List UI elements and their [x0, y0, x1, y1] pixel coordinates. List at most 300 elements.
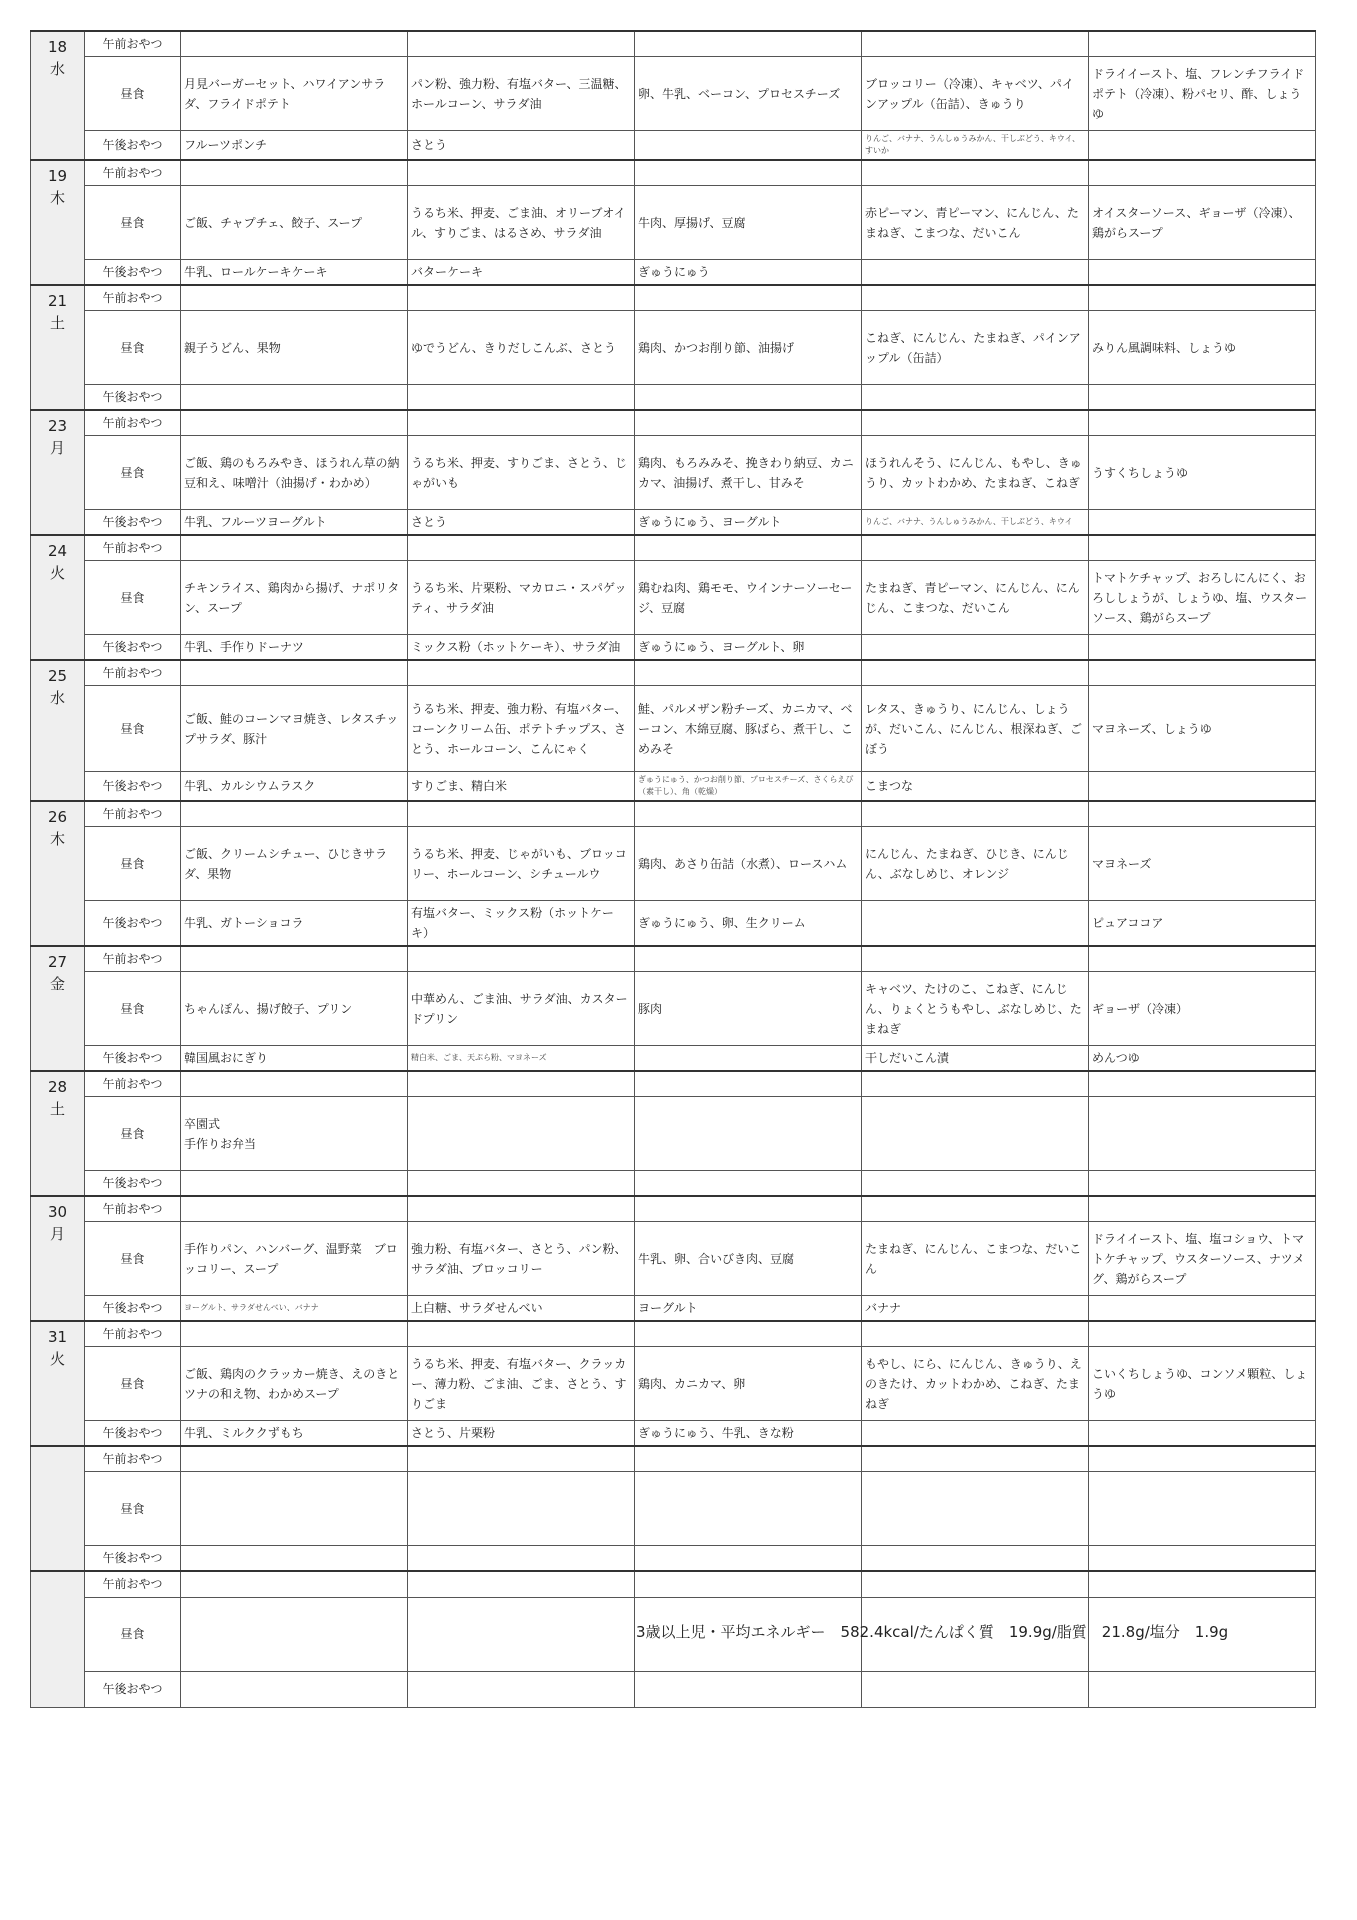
seasonings-cell — [1089, 1196, 1316, 1222]
menu-dish-cell: 月見バーガーセット、ハワイアンサラダ、フライドポテト — [181, 57, 408, 131]
ingredients-vegetable-cell — [862, 635, 1089, 661]
ingredients-protein-cell — [635, 1472, 862, 1546]
slot-label-pm: 午後おやつ — [85, 1421, 181, 1447]
menu-row-am — [31, 1196, 1316, 1222]
ingredients-vegetable-cell — [862, 1097, 1089, 1171]
ingredients-protein-cell — [635, 1046, 862, 1072]
ingredients-vegetable-cell: たまねぎ、青ピーマン、にんじん、にんじん、こまつな、だいこん — [862, 561, 1089, 635]
ingredients-vegetable-cell: バナナ — [862, 1296, 1089, 1322]
seasonings-cell — [1089, 510, 1316, 536]
menu-dish-cell — [181, 31, 408, 57]
ingredients-vegetable-cell: こまつな — [862, 772, 1089, 802]
ingredients-protein-cell — [635, 1196, 862, 1222]
seasonings-cell — [1089, 1421, 1316, 1447]
menu-dish-cell: ご飯、鶏のもろみやき、ほうれん草の納豆和え、味噌汁（油揚げ・わかめ） — [181, 436, 408, 510]
ingredients-vegetable-cell: キャベツ、たけのこ、こねぎ、にんじん、りょくとうもやし、ぶなしめじ、たまねぎ — [862, 972, 1089, 1046]
menu-row-pm — [31, 1546, 1316, 1572]
menu-row-pm — [31, 1046, 1316, 1072]
menu-row-am — [31, 1071, 1316, 1097]
menu-row-lunch — [31, 57, 1316, 131]
menu-dish-cell — [181, 1671, 408, 1707]
seasonings-cell — [1089, 1296, 1316, 1322]
ingredients-protein-cell: 鶏肉、もろみみそ、挽きわり納豆、カニカマ、油揚げ、煮干し、甘みそ — [635, 436, 862, 510]
slot-label-am: 午前おやつ — [85, 285, 181, 311]
slot-label-am: 午前おやつ — [85, 160, 181, 186]
ingredients-vegetable-cell: りんご、バナナ、うんしゅうみかん、干しぶどう、キウイ — [862, 510, 1089, 536]
ingredients-energy-cell — [408, 1472, 635, 1546]
ingredients-energy-cell — [408, 1071, 635, 1097]
ingredients-protein-cell: ヨーグルト — [635, 1296, 862, 1322]
ingredients-energy-cell: 有塩バター、ミックス粉（ホットケーキ） — [408, 901, 635, 947]
slot-label-am: 午前おやつ — [85, 31, 181, 57]
ingredients-energy-cell: 上白糖、サラダせんべい — [408, 1296, 635, 1322]
seasonings-cell: ギョーザ（冷凍） — [1089, 972, 1316, 1046]
day-cell — [31, 1571, 85, 1707]
menu-dish-cell — [181, 1196, 408, 1222]
menu-dish-cell: 手作りパン、ハンバーグ、温野菜 ブロッコリー、スープ — [181, 1222, 408, 1296]
ingredients-vegetable-cell: りんご、バナナ、うんしゅうみかん、干しぶどう、キウイ、すいか — [862, 131, 1089, 161]
slot-label-am: 午前おやつ — [85, 1196, 181, 1222]
menu-row-lunch — [31, 972, 1316, 1046]
day-weekday: 月 — [49, 439, 65, 457]
ingredients-vegetable-cell — [862, 801, 1089, 827]
ingredients-protein-cell — [635, 1071, 862, 1097]
day-cell — [31, 535, 85, 660]
slot-label-pm: 午後おやつ — [85, 901, 181, 947]
seasonings-cell: マヨネーズ — [1089, 827, 1316, 901]
day-number: 19 — [47, 167, 68, 185]
slot-label-lunch: 昼食 — [85, 311, 181, 385]
slot-label-am: 午前おやつ — [85, 1446, 181, 1472]
slot-label-am: 午前おやつ — [85, 410, 181, 436]
day-cell — [31, 410, 85, 535]
day-cell — [31, 31, 85, 160]
menu-row-am — [31, 410, 1316, 436]
ingredients-energy-cell — [408, 1571, 635, 1597]
ingredients-protein-cell — [635, 1171, 862, 1197]
ingredients-energy-cell: さとう — [408, 131, 635, 161]
slot-label-pm: 午後おやつ — [85, 772, 181, 802]
ingredients-energy-cell — [408, 1671, 635, 1707]
menu-row-pm — [31, 1421, 1316, 1447]
slot-label-am: 午前おやつ — [85, 1571, 181, 1597]
menu-dish-cell — [181, 535, 408, 561]
seasonings-cell: うすくちしょうゆ — [1089, 436, 1316, 510]
seasonings-cell — [1089, 660, 1316, 686]
menu-row-pm — [31, 635, 1316, 661]
ingredients-energy-cell — [408, 1546, 635, 1572]
day-number: 30 — [47, 1203, 68, 1221]
day-number: 25 — [47, 667, 68, 685]
ingredients-protein-cell: 鶏肉、カニカマ、卵 — [635, 1347, 862, 1421]
ingredients-vegetable-cell: 干しだいこん漬 — [862, 1046, 1089, 1072]
slot-label-pm: 午後おやつ — [85, 510, 181, 536]
menu-dish-cell — [181, 1171, 408, 1197]
slot-label-am: 午前おやつ — [85, 1321, 181, 1347]
nutrition-summary: 3歳以上児・平均エネルギー 582.4kcal/たんぱく質 19.9g/脂質 21.8g/塩分 1.9g — [636, 1623, 1229, 1641]
ingredients-vegetable-cell — [862, 385, 1089, 411]
menu-dish-cell: ご飯、クリームシチュー、ひじきサラダ、果物 — [181, 827, 408, 901]
menu-row-lunch — [31, 436, 1316, 510]
slot-label-pm: 午後おやつ — [85, 1046, 181, 1072]
menu-dish-cell — [181, 1321, 408, 1347]
ingredients-vegetable-cell — [862, 31, 1089, 57]
menu-row-am — [31, 946, 1316, 972]
menu-row-pm — [31, 131, 1316, 161]
menu-dish-cell: 牛乳、ロールケーキケーキ — [181, 260, 408, 286]
menu-row-am — [31, 31, 1316, 57]
menu-row-lunch — [31, 686, 1316, 772]
menu-dish-cell — [181, 410, 408, 436]
ingredients-protein-cell: ぎゅうにゅう — [635, 260, 862, 286]
menu-dish-cell — [181, 1571, 408, 1597]
ingredients-vegetable-cell: もやし、にら、にんじん、きゅうり、えのきたけ、カットわかめ、こねぎ、たまねぎ — [862, 1347, 1089, 1421]
ingredients-vegetable-cell — [862, 1446, 1089, 1472]
seasonings-cell — [1089, 1097, 1316, 1171]
slot-label-am: 午前おやつ — [85, 946, 181, 972]
ingredients-energy-cell: うるち米、押麦、すりごま、さとう、じゃがいも — [408, 436, 635, 510]
ingredients-energy-cell: うるち米、押麦、ごま油、オリーブオイル、すりごま、はるさめ、サラダ油 — [408, 186, 635, 260]
menu-row-pm — [31, 510, 1316, 536]
menu-row-lunch — [31, 1472, 1316, 1546]
menu-row-am — [31, 285, 1316, 311]
day-number: 26 — [47, 808, 68, 826]
ingredients-vegetable-cell — [862, 1472, 1089, 1546]
ingredients-energy-cell — [408, 1171, 635, 1197]
ingredients-energy-cell — [408, 410, 635, 436]
menu-body — [31, 31, 1316, 1707]
ingredients-protein-cell: ぎゅうにゅう、ヨーグルト、卵 — [635, 635, 862, 661]
ingredients-energy-cell: うるち米、押麦、じゃがいも、ブロッコリー、ホールコーン、シチュールウ — [408, 827, 635, 901]
seasonings-cell: オイスターソース、ギョーザ（冷凍）、鶏がらスープ — [1089, 186, 1316, 260]
slot-label-lunch: 昼食 — [85, 972, 181, 1046]
menu-row-pm — [31, 1296, 1316, 1322]
slot-label-am: 午前おやつ — [85, 535, 181, 561]
seasonings-cell — [1089, 1171, 1316, 1197]
slot-label-lunch: 昼食 — [85, 1347, 181, 1421]
ingredients-protein-cell — [635, 410, 862, 436]
day-cell — [31, 1196, 85, 1321]
slot-label-pm: 午後おやつ — [85, 635, 181, 661]
seasonings-cell — [1089, 1671, 1316, 1707]
seasonings-cell: トマトケチャップ、おろしにんにく、おろししょうが、しょうゆ、塩、ウスターソース、鶏がらスープ — [1089, 561, 1316, 635]
day-number: 24 — [47, 542, 68, 560]
slot-label-lunch: 昼食 — [85, 436, 181, 510]
slot-label-pm: 午後おやつ — [85, 1671, 181, 1707]
ingredients-protein-cell — [635, 1446, 862, 1472]
menu-dish-cell — [181, 1472, 408, 1546]
seasonings-cell — [1089, 946, 1316, 972]
slot-label-lunch: 昼食 — [85, 1222, 181, 1296]
day-number: 31 — [47, 1328, 68, 1346]
day-cell — [31, 660, 85, 801]
menu-row-pm — [31, 901, 1316, 947]
seasonings-cell — [1089, 801, 1316, 827]
ingredients-protein-cell — [635, 31, 862, 57]
menu-dish-cell — [181, 285, 408, 311]
day-cell — [31, 160, 85, 285]
menu-row-pm — [31, 1671, 1316, 1707]
ingredients-vegetable-cell — [862, 1171, 1089, 1197]
menu-row-am — [31, 1321, 1316, 1347]
seasonings-cell — [1089, 1472, 1316, 1546]
ingredients-protein-cell — [635, 1671, 862, 1707]
ingredients-protein-cell — [635, 131, 862, 161]
menu-dish-cell: ちゃんぽん、揚げ餃子、プリン — [181, 972, 408, 1046]
menu-dish-cell: 牛乳、カルシウムラスク — [181, 772, 408, 802]
menu-row-pm — [31, 772, 1316, 802]
ingredients-energy-cell: うるち米、押麦、有塩バター、クラッカー、薄力粉、ごま油、ごま、さとう、すりごま — [408, 1347, 635, 1421]
ingredients-protein-cell: 牛乳、卵、合いびき肉、豆腐 — [635, 1222, 862, 1296]
ingredients-vegetable-cell — [862, 535, 1089, 561]
seasonings-cell — [1089, 1446, 1316, 1472]
ingredients-protein-cell: 鶏肉、あさり缶詰（水煮）、ロースハム — [635, 827, 862, 901]
menu-dish-cell — [181, 1446, 408, 1472]
menu-dish-cell: ヨーグルト、サラダせんべい、バナナ — [181, 1296, 408, 1322]
seasonings-cell: ピュアココア — [1089, 901, 1316, 947]
ingredients-energy-cell — [408, 801, 635, 827]
ingredients-vegetable-cell — [862, 410, 1089, 436]
day-cell — [31, 946, 85, 1071]
ingredients-energy-cell: ミックス粉（ホットケーキ）、サラダ油 — [408, 635, 635, 661]
ingredients-vegetable-cell: こねぎ、にんじん、たまねぎ、パインアップル（缶詰） — [862, 311, 1089, 385]
menu-row-pm — [31, 260, 1316, 286]
day-number: 23 — [47, 417, 68, 435]
ingredients-vegetable-cell: ブロッコリー（冷凍）、キャベツ、パインアップル（缶詰）、きゅうり — [862, 57, 1089, 131]
ingredients-energy-cell: うるち米、押麦、強力粉、有塩バター、コーンクリーム缶、ポテトチップス、さとう、ホールコーン、こんにゃく — [408, 686, 635, 772]
day-weekday: 火 — [49, 1350, 65, 1368]
ingredients-vegetable-cell — [862, 285, 1089, 311]
ingredients-energy-cell — [408, 31, 635, 57]
seasonings-cell: ドライイースト、塩、塩コショウ、トマトケチャップ、ウスターソース、ナツメグ、鶏がらスープ — [1089, 1222, 1316, 1296]
day-cell — [31, 1321, 85, 1446]
ingredients-vegetable-cell — [862, 901, 1089, 947]
menu-dish-cell — [181, 160, 408, 186]
ingredients-energy-cell — [408, 160, 635, 186]
ingredients-protein-cell — [635, 1097, 862, 1171]
slot-label-lunch: 昼食 — [85, 1472, 181, 1546]
menu-dish-cell — [181, 385, 408, 411]
ingredients-vegetable-cell — [862, 1671, 1089, 1707]
menu-row-lunch — [31, 311, 1316, 385]
day-number: 21 — [47, 292, 68, 310]
seasonings-cell — [1089, 1071, 1316, 1097]
slot-label-lunch: 昼食 — [85, 827, 181, 901]
ingredients-energy-cell: バターケーキ — [408, 260, 635, 286]
seasonings-cell: みりん風調味料、しょうゆ — [1089, 311, 1316, 385]
slot-label-am: 午前おやつ — [85, 660, 181, 686]
ingredients-protein-cell — [635, 660, 862, 686]
ingredients-protein-cell — [635, 535, 862, 561]
ingredients-energy-cell: ゆでうどん、きりだしこんぶ、さとう — [408, 311, 635, 385]
seasonings-cell — [1089, 385, 1316, 411]
menu-dish-cell — [181, 660, 408, 686]
seasonings-cell — [1089, 635, 1316, 661]
ingredients-protein-cell — [635, 285, 862, 311]
ingredients-energy-cell: パン粉、強力粉、有塩バター、三温糖、ホールコーン、サラダ油 — [408, 57, 635, 131]
menu-row-lunch — [31, 186, 1316, 260]
ingredients-energy-cell: うるち米、片栗粉、マカロニ・スパゲッティ、サラダ油 — [408, 561, 635, 635]
ingredients-protein-cell: 鶏むね肉、鶏モモ、ウインナーソーセージ、豆腐 — [635, 561, 862, 635]
ingredients-energy-cell — [408, 1097, 635, 1171]
slot-label-pm: 午後おやつ — [85, 1296, 181, 1322]
seasonings-cell — [1089, 285, 1316, 311]
ingredients-energy-cell — [408, 1597, 635, 1671]
menu-row-am — [31, 1446, 1316, 1472]
seasonings-cell — [1089, 260, 1316, 286]
menu-dish-cell: チキンライス、鶏肉から揚げ、ナポリタン、スープ — [181, 561, 408, 635]
ingredients-protein-cell — [635, 1571, 862, 1597]
day-cell — [31, 285, 85, 410]
day-weekday: 木 — [49, 830, 65, 848]
menu-row-lunch — [31, 827, 1316, 901]
ingredients-energy-cell — [408, 385, 635, 411]
menu-row-lunch — [31, 561, 1316, 635]
seasonings-cell — [1089, 1546, 1316, 1572]
menu-row-am — [31, 660, 1316, 686]
slot-label-pm: 午後おやつ — [85, 260, 181, 286]
menu-row-am — [31, 1571, 1316, 1597]
menu-dish-cell — [181, 946, 408, 972]
slot-label-lunch: 昼食 — [85, 1597, 181, 1671]
menu-row-am — [31, 160, 1316, 186]
menu-dish-cell — [181, 1546, 408, 1572]
slot-label-lunch: 昼食 — [85, 686, 181, 772]
menu-dish-cell: ご飯、チャプチェ、餃子、スープ — [181, 186, 408, 260]
ingredients-protein-cell — [635, 160, 862, 186]
menu-dish-cell — [181, 1597, 408, 1671]
menu-dish-cell: 親子うどん、果物 — [181, 311, 408, 385]
ingredients-energy-cell — [408, 1196, 635, 1222]
menu-dish-cell: 牛乳、フルーツヨーグルト — [181, 510, 408, 536]
ingredients-protein-cell: ぎゅうにゅう、卵、生クリーム — [635, 901, 862, 947]
slot-label-am: 午前おやつ — [85, 1071, 181, 1097]
day-number: 18 — [47, 38, 68, 56]
day-weekday: 水 — [49, 689, 65, 707]
day-weekday: 木 — [49, 189, 65, 207]
menu-row-pm — [31, 1171, 1316, 1197]
seasonings-cell — [1089, 1571, 1316, 1597]
seasonings-cell — [1089, 410, 1316, 436]
slot-label-am: 午前おやつ — [85, 801, 181, 827]
ingredients-energy-cell — [408, 285, 635, 311]
day-weekday: 水 — [49, 60, 65, 78]
day-number: 27 — [47, 953, 68, 971]
ingredients-protein-cell — [635, 946, 862, 972]
menu-row-lunch — [31, 1097, 1316, 1171]
ingredients-energy-cell — [408, 1321, 635, 1347]
menu-table — [30, 30, 1316, 1708]
ingredients-energy-cell: 精白米、ごま、天ぷら粉、マヨネーズ — [408, 1046, 635, 1072]
seasonings-cell — [1089, 160, 1316, 186]
menu-dish-cell: 卒園式 手作りお弁当 — [181, 1097, 408, 1171]
day-cell — [31, 1071, 85, 1196]
seasonings-cell — [1089, 31, 1316, 57]
menu-dish-cell: 牛乳、ガトーショコラ — [181, 901, 408, 947]
slot-label-lunch: 昼食 — [85, 1097, 181, 1171]
ingredients-energy-cell: 中華めん、ごま油、サラダ油、カスタードプリン — [408, 972, 635, 1046]
slot-label-pm: 午後おやつ — [85, 1171, 181, 1197]
ingredients-vegetable-cell: レタス、きゅうり、にんじん、しょうが、だいこん、にんじん、根深ねぎ、ごぼう — [862, 686, 1089, 772]
ingredients-protein-cell: ぎゅうにゅう、かつお削り節、プロセスチーズ、さくらえび（素干し）、角（乾燥） — [635, 772, 862, 802]
ingredients-vegetable-cell — [862, 1421, 1089, 1447]
ingredients-vegetable-cell — [862, 1071, 1089, 1097]
slot-label-lunch: 昼食 — [85, 186, 181, 260]
ingredients-energy-cell — [408, 1446, 635, 1472]
ingredients-energy-cell — [408, 535, 635, 561]
seasonings-cell — [1089, 131, 1316, 161]
ingredients-energy-cell: すりごま、精白米 — [408, 772, 635, 802]
day-weekday: 土 — [49, 1100, 65, 1118]
ingredients-vegetable-cell — [862, 1571, 1089, 1597]
ingredients-protein-cell: ぎゅうにゅう、牛乳、きな粉 — [635, 1421, 862, 1447]
menu-row-lunch — [31, 1347, 1316, 1421]
ingredients-energy-cell — [408, 946, 635, 972]
seasonings-cell — [1089, 535, 1316, 561]
ingredients-vegetable-cell — [862, 160, 1089, 186]
ingredients-vegetable-cell: にんじん、たまねぎ、ひじき、にんじん、ぶなしめじ、オレンジ — [862, 827, 1089, 901]
ingredients-vegetable-cell: たまねぎ、にんじん、こまつな、だいこん — [862, 1222, 1089, 1296]
day-cell — [31, 1446, 85, 1571]
menu-dish-cell: 牛乳、ミルククずもち — [181, 1421, 408, 1447]
ingredients-energy-cell: さとう — [408, 510, 635, 536]
ingredients-energy-cell — [408, 660, 635, 686]
ingredients-vegetable-cell — [862, 660, 1089, 686]
ingredients-vegetable-cell: ほうれんそう、にんじん、もやし、きゅうり、カットわかめ、たまねぎ、こねぎ — [862, 436, 1089, 510]
slot-label-lunch: 昼食 — [85, 561, 181, 635]
seasonings-cell: ドライイースト、塩、フレンチフライドポテト（冷凍）、粉パセリ、酢、しょうゆ — [1089, 57, 1316, 131]
ingredients-vegetable-cell — [862, 1196, 1089, 1222]
slot-label-pm: 午後おやつ — [85, 131, 181, 161]
ingredients-protein-cell — [635, 385, 862, 411]
ingredients-protein-cell: 卵、牛乳、ベーコン、プロセスチーズ — [635, 57, 862, 131]
menu-row-pm — [31, 385, 1316, 411]
seasonings-cell — [1089, 772, 1316, 802]
ingredients-protein-cell: ぎゅうにゅう、ヨーグルト — [635, 510, 862, 536]
slot-label-lunch: 昼食 — [85, 57, 181, 131]
menu-dish-cell: フルーツポンチ — [181, 131, 408, 161]
ingredients-protein-cell: 鮭、パルメザン粉チーズ、カニカマ、ベーコン、木綿豆腐、豚ばら、煮干し、こめみそ — [635, 686, 862, 772]
day-weekday: 火 — [49, 564, 65, 582]
slot-label-pm: 午後おやつ — [85, 385, 181, 411]
ingredients-vegetable-cell — [862, 1321, 1089, 1347]
seasonings-cell: めんつゆ — [1089, 1046, 1316, 1072]
ingredients-energy-cell: さとう、片栗粉 — [408, 1421, 635, 1447]
ingredients-protein-cell — [635, 1321, 862, 1347]
menu-dish-cell: 韓国風おにぎり — [181, 1046, 408, 1072]
ingredients-protein-cell: 豚肉 — [635, 972, 862, 1046]
slot-label-pm: 午後おやつ — [85, 1546, 181, 1572]
menu-dish-cell: ご飯、鶏肉のクラッカー焼き、えのきとツナの和え物、わかめスープ — [181, 1347, 408, 1421]
day-weekday: 金 — [49, 975, 65, 993]
seasonings-cell: こいくちしょうゆ、コンソメ顆粒、しょうゆ — [1089, 1347, 1316, 1421]
day-number: 28 — [47, 1078, 68, 1096]
ingredients-protein-cell: 鶏肉、かつお削り節、油揚げ — [635, 311, 862, 385]
menu-row-am — [31, 801, 1316, 827]
ingredients-protein-cell — [635, 1546, 862, 1572]
seasonings-cell: マヨネーズ、しょうゆ — [1089, 686, 1316, 772]
ingredients-vegetable-cell: 赤ピーマン、青ピーマン、にんじん、たまねぎ、こまつな、だいこん — [862, 186, 1089, 260]
day-weekday: 月 — [49, 1225, 65, 1243]
ingredients-energy-cell: 強力粉、有塩バター、さとう、パン粉、サラダ油、ブロッコリー — [408, 1222, 635, 1296]
day-cell — [31, 801, 85, 946]
menu-dish-cell — [181, 1071, 408, 1097]
day-weekday: 土 — [49, 314, 65, 332]
ingredients-protein-cell: 牛肉、厚揚げ、豆腐 — [635, 186, 862, 260]
ingredients-vegetable-cell — [862, 1546, 1089, 1572]
menu-dish-cell: ご飯、鮭のコーンマヨ焼き、レタスチップサラダ、豚汁 — [181, 686, 408, 772]
menu-dish-cell — [181, 801, 408, 827]
